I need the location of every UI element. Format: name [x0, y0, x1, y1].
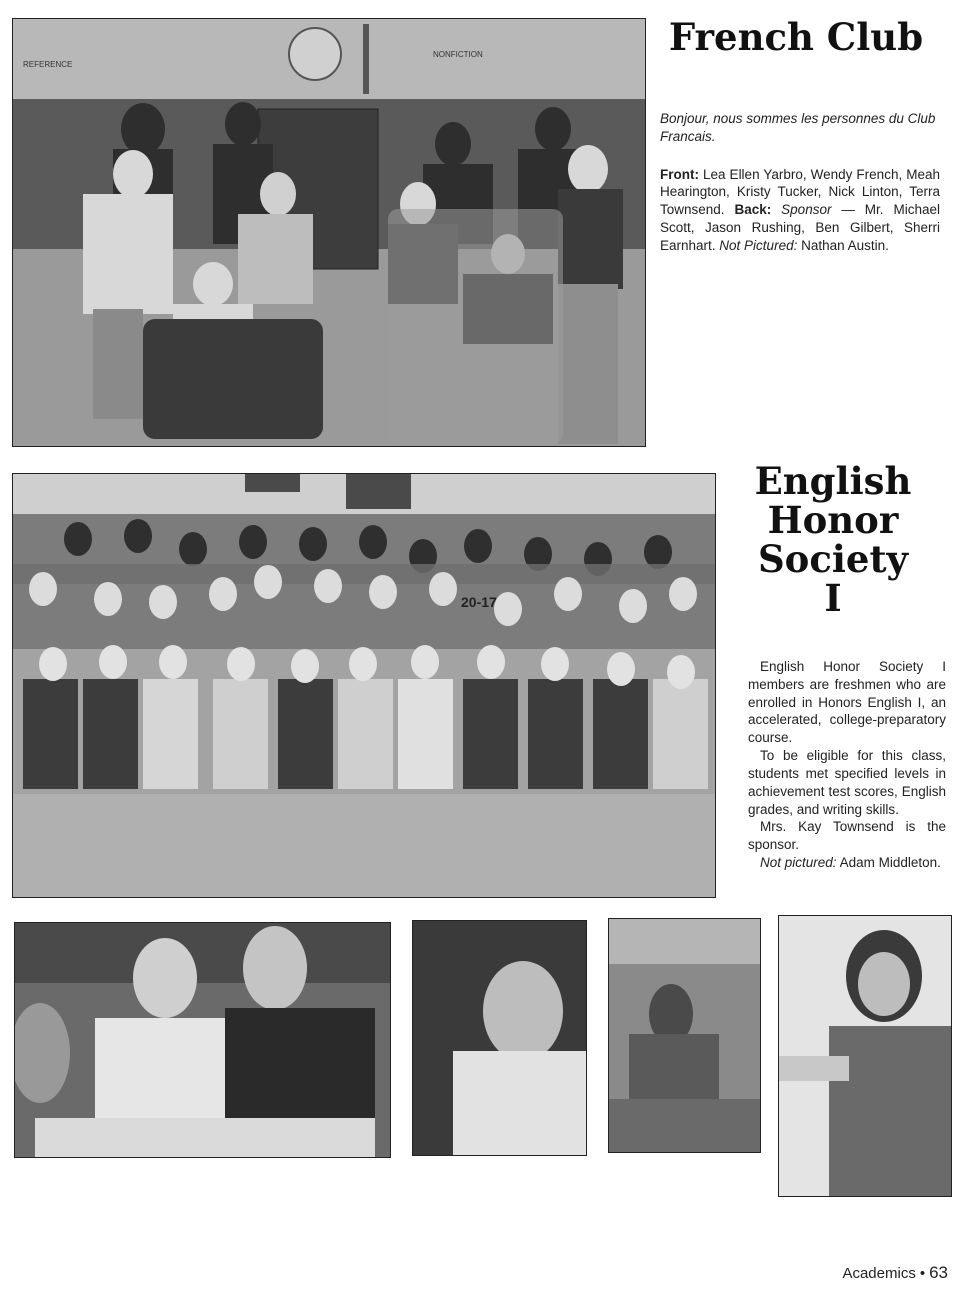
- english-honor-society-caption: [748, 658, 946, 878]
- ehs-para-2: To be eligible for this class, students met specified levels in achievement test scores, English grades, and writing skills.: [748, 748, 946, 817]
- french-club-intro: Bonjour, nous sommes les personnes du Club Francais.: [660, 111, 936, 144]
- heading-line-4: I: [824, 575, 842, 620]
- reference-sign: REFERENCE: [23, 60, 73, 69]
- candid-photo-student-reading: [608, 918, 761, 1153]
- not-pictured-names: Nathan Austin.: [801, 237, 889, 253]
- back-names: — Mr. Michael Scott, Jason Rushing, Ben Gilbert, Sherri Earnhart.: [660, 202, 940, 253]
- heading-line-3: Society: [757, 536, 909, 581]
- page-number: 63: [929, 1263, 948, 1282]
- candid-photo-two-students: [14, 922, 391, 1158]
- ehs-not-pictured-names: Adam Middleton.: [839, 854, 941, 870]
- ehs-not-pictured: [748, 854, 946, 872]
- french-club-heading: French Club: [668, 15, 924, 59]
- heading-line-1: English: [754, 459, 912, 503]
- french-club-caption: [660, 110, 940, 261]
- english-honor-society-heading: [728, 459, 938, 620]
- ehs-para-3: Mrs. Kay Townsend is the sponsor.: [748, 819, 946, 853]
- shirt-number: 20-17: [461, 594, 497, 610]
- not-pictured-label: Not Pictured:: [719, 237, 798, 253]
- front-names: Lea Ellen Yarbro, Wendy French, Meah Hearington, Kristy Tucker, Nick Linton, Terra Townsend.: [660, 166, 940, 218]
- ehs-para-1: English Honor Society I members are freshmen who are enrolled in Honors English I, an accelerated, college-preparatory course.: [748, 659, 946, 746]
- nonfiction-sign: NONFICTION: [433, 50, 483, 59]
- heading-line-2: Honor: [767, 497, 899, 542]
- candid-photo-teacher-smiling: [778, 915, 952, 1197]
- back-label: Back:: [734, 202, 772, 218]
- french-club-group-photo: [12, 18, 646, 447]
- footer-section: Academics: [842, 1265, 916, 1282]
- sponsor-label: Sponsor: [781, 202, 832, 218]
- candid-photo-teacher-glasses: [412, 920, 587, 1156]
- ehs-not-pictured-label: Not pictured:: [760, 854, 837, 870]
- footer-separator: •: [919, 1265, 926, 1282]
- front-label: Front:: [660, 166, 699, 182]
- page-footer: [842, 1263, 948, 1283]
- english-honor-society-group-photo: [12, 473, 716, 898]
- french-club-names: [660, 166, 940, 255]
